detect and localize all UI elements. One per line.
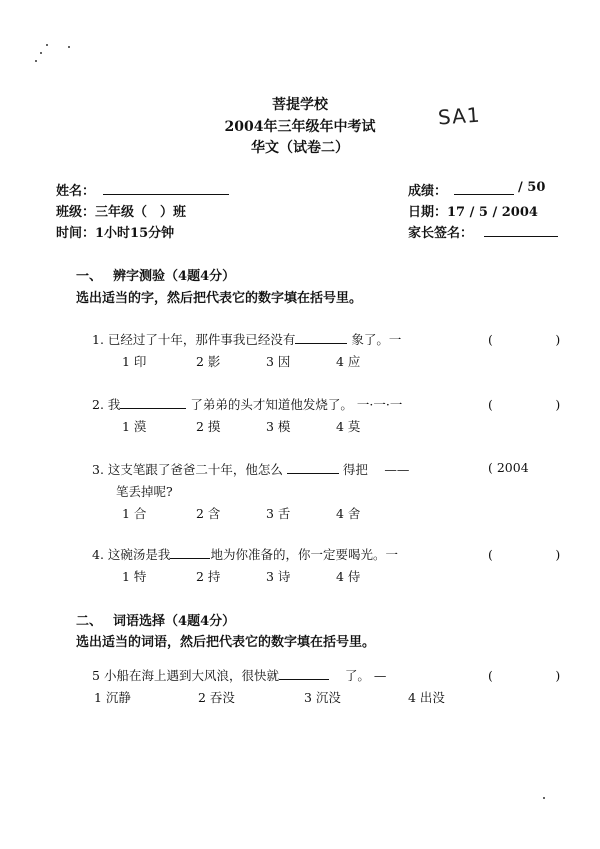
name-label: 姓名：: [56, 184, 96, 199]
question-text-before: 这碗汤是我: [107, 547, 171, 562]
option: 1 合: [122, 506, 147, 521]
scan-speck: [35, 60, 37, 62]
section2-instruction: 选出适当的词语，然后把代表它的数字填在括号里。: [76, 635, 376, 650]
option: 2 影: [196, 354, 221, 369]
question-text-after: 了弟弟的头才知道他发烧了。 一·一·一: [190, 397, 403, 412]
question-text-after: 得把 ——: [342, 462, 410, 477]
options-4: [122, 567, 360, 585]
option: 3 因: [266, 354, 291, 369]
scan-speck: [46, 44, 48, 46]
question-number: 3.: [92, 462, 104, 477]
school-name: 菩提学校: [272, 97, 328, 113]
answer-paren-4[interactable]: ( ): [488, 547, 561, 562]
answer-blank[interactable]: [295, 331, 347, 344]
answer-blank[interactable]: [279, 667, 329, 680]
section1-instruction: 选出适当的字，然后把代表它的数字填在括号里。: [76, 291, 363, 306]
option: 2 含: [196, 506, 221, 521]
option: 3 沉没: [304, 690, 341, 705]
option: 4 莫: [336, 419, 361, 434]
options-1: [122, 352, 360, 370]
answer-paren-5[interactable]: ( ): [488, 668, 561, 683]
class-label: 班级：三年级（ ）班: [56, 205, 187, 220]
options-5: [94, 688, 445, 706]
option: 2 持: [196, 569, 221, 584]
answer-blank[interactable]: [120, 396, 186, 409]
option: 1 印: [122, 354, 147, 369]
scan-speck: [543, 797, 545, 799]
score-label: 成绩：: [408, 184, 448, 199]
section1-title: 一、 辨字测验（4题4分）: [76, 269, 236, 284]
question-3-line2: 笔丢掉呢?: [116, 484, 173, 499]
score-total: / 50: [518, 180, 546, 195]
question-2: [92, 395, 402, 413]
section2-title: 二、 词语选择（4题4分）: [76, 614, 236, 629]
question-text-before: 小船在海上遇到大风浪，很快就: [103, 668, 279, 683]
question-4: [92, 545, 398, 563]
name-field[interactable]: [103, 182, 229, 195]
question-number: 1.: [92, 332, 104, 347]
option: 3 诗: [266, 569, 291, 584]
question-1: [92, 330, 401, 348]
option: 4 应: [336, 354, 361, 369]
handwritten-stamp: SA1: [437, 102, 482, 130]
subject-title: 华文（试卷二）: [251, 140, 349, 156]
answer-paren-1[interactable]: ( ): [488, 332, 561, 347]
options-2: [122, 417, 360, 435]
date-label: 日期：17 / 5 / 2004: [408, 205, 538, 220]
option: 2 摸: [196, 419, 221, 434]
parent-signature-label: 家长签名：: [408, 226, 474, 241]
question-number: 2.: [92, 397, 104, 412]
question-5: [92, 666, 386, 684]
score-field[interactable]: [454, 182, 514, 195]
question-3: [92, 460, 409, 478]
answer-blank[interactable]: [170, 546, 210, 559]
option: 4 出没: [408, 690, 445, 705]
question-text-after: 了。 —: [344, 668, 387, 683]
question-text-before: 这支笔跟了爸爸二十年，他怎么: [107, 462, 283, 477]
parent-signature-field[interactable]: [484, 224, 558, 237]
option: 4 舍: [336, 506, 361, 521]
option: 1 特: [122, 569, 147, 584]
answer-paren-2[interactable]: ( ): [488, 397, 561, 412]
option: 4 侍: [336, 569, 361, 584]
scan-speck: [68, 46, 70, 48]
question-text-before: 我: [107, 397, 121, 412]
time-label: 时间：1小时15分钟: [56, 226, 175, 241]
scan-speck: [40, 52, 42, 54]
answer-paren-3[interactable]: ( 2004: [488, 460, 529, 475]
exam-title: 2004年三年级年中考试: [224, 119, 376, 135]
answer-blank[interactable]: [287, 461, 339, 474]
question-number: 4.: [92, 547, 104, 562]
question-number: 5: [92, 668, 100, 683]
option: 1 沉静: [94, 690, 131, 705]
option: 3 舌: [266, 506, 291, 521]
option: 3 模: [266, 419, 291, 434]
options-3: [122, 504, 360, 522]
option: 1 漠: [122, 419, 147, 434]
question-text-after: 象了。一: [351, 332, 402, 347]
question-text-after: 地为你准备的，你一定要喝光。一: [210, 547, 398, 562]
question-text-before: 已经过了十年，那件事我已经没有: [107, 332, 296, 347]
option: 2 吞没: [198, 690, 235, 705]
